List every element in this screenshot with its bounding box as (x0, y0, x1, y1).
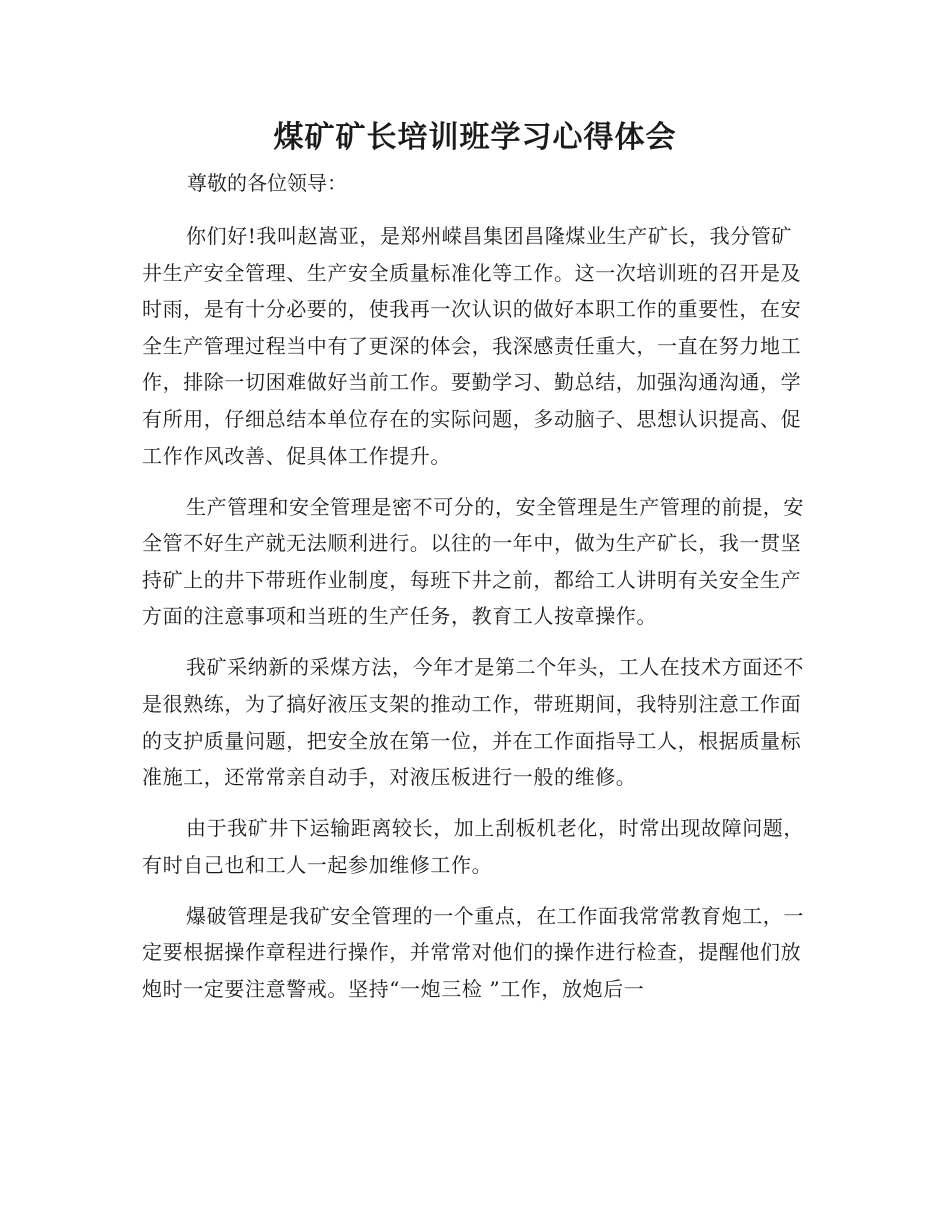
document-title: 煤矿矿长培训班学习心得体会 (273, 120, 677, 155)
paragraph: 你们好!我叫赵嵩亚，是郑州嵘昌集团昌隆煤业生产矿长，我分管矿井生产安全管理、生产安全质量标准化等工作。这一次培训班的召开是及时雨，是有十分必要的，使我再一次认识的做好本职工作的重要性，在安全生产管理过程当中有了更深的体会，我深感责任重大，一直在努力地工作，排除一切困难做好当前工作。要勤学习、勤总结，加强沟通沟通，学有所用，仔细总结本单位存在的实际问题，多动脑子、思想认识提高、促工作作风改善、促具体工作提升。 (142, 224, 802, 468)
document-body (142, 218, 808, 1022)
paragraph: 爆破管理是我矿安全管理的一个重点，在工作面我常常教育炮工，一定要根据操作章程进行操作，并常常对他们的操作进行检查，提醒他们放炮时一定要注意警戒。坚持“一炮三检 ”工作，放炮后一 (142, 903, 804, 1001)
paragraph: 由于我矿井下运输距离较长，加上刮板机老化，时常出现故障问题，有时自己也和工人一起参加维修工作。 (142, 816, 804, 877)
paragraph: 生产管理和安全管理是密不可分的，安全管理是生产管理的前提，安全管不好生产就无法顺利进行。以往的一年中，做为生产矿长，我一贯坚持矿上的井下带班作业制度，每班下井之前，都给工人讲明有关安全生产方面的注意事项和当班的生产任务，教育工人按章操作。 (142, 494, 804, 629)
paragraph: 我矿采纳新的采煤方法，今年才是第二个年头，工人在技术方面还不是很熟练，为了搞好液压支架的推动工作，带班期间，我特别注意工作面的支护质量问题，把安全放在第一位，并在工作面指导工人，根据质量标准施工，还常常亲自动手，对液压板进行一般的维修。 (142, 655, 804, 790)
salutation: 尊敬的各位领导： (187, 171, 347, 195)
